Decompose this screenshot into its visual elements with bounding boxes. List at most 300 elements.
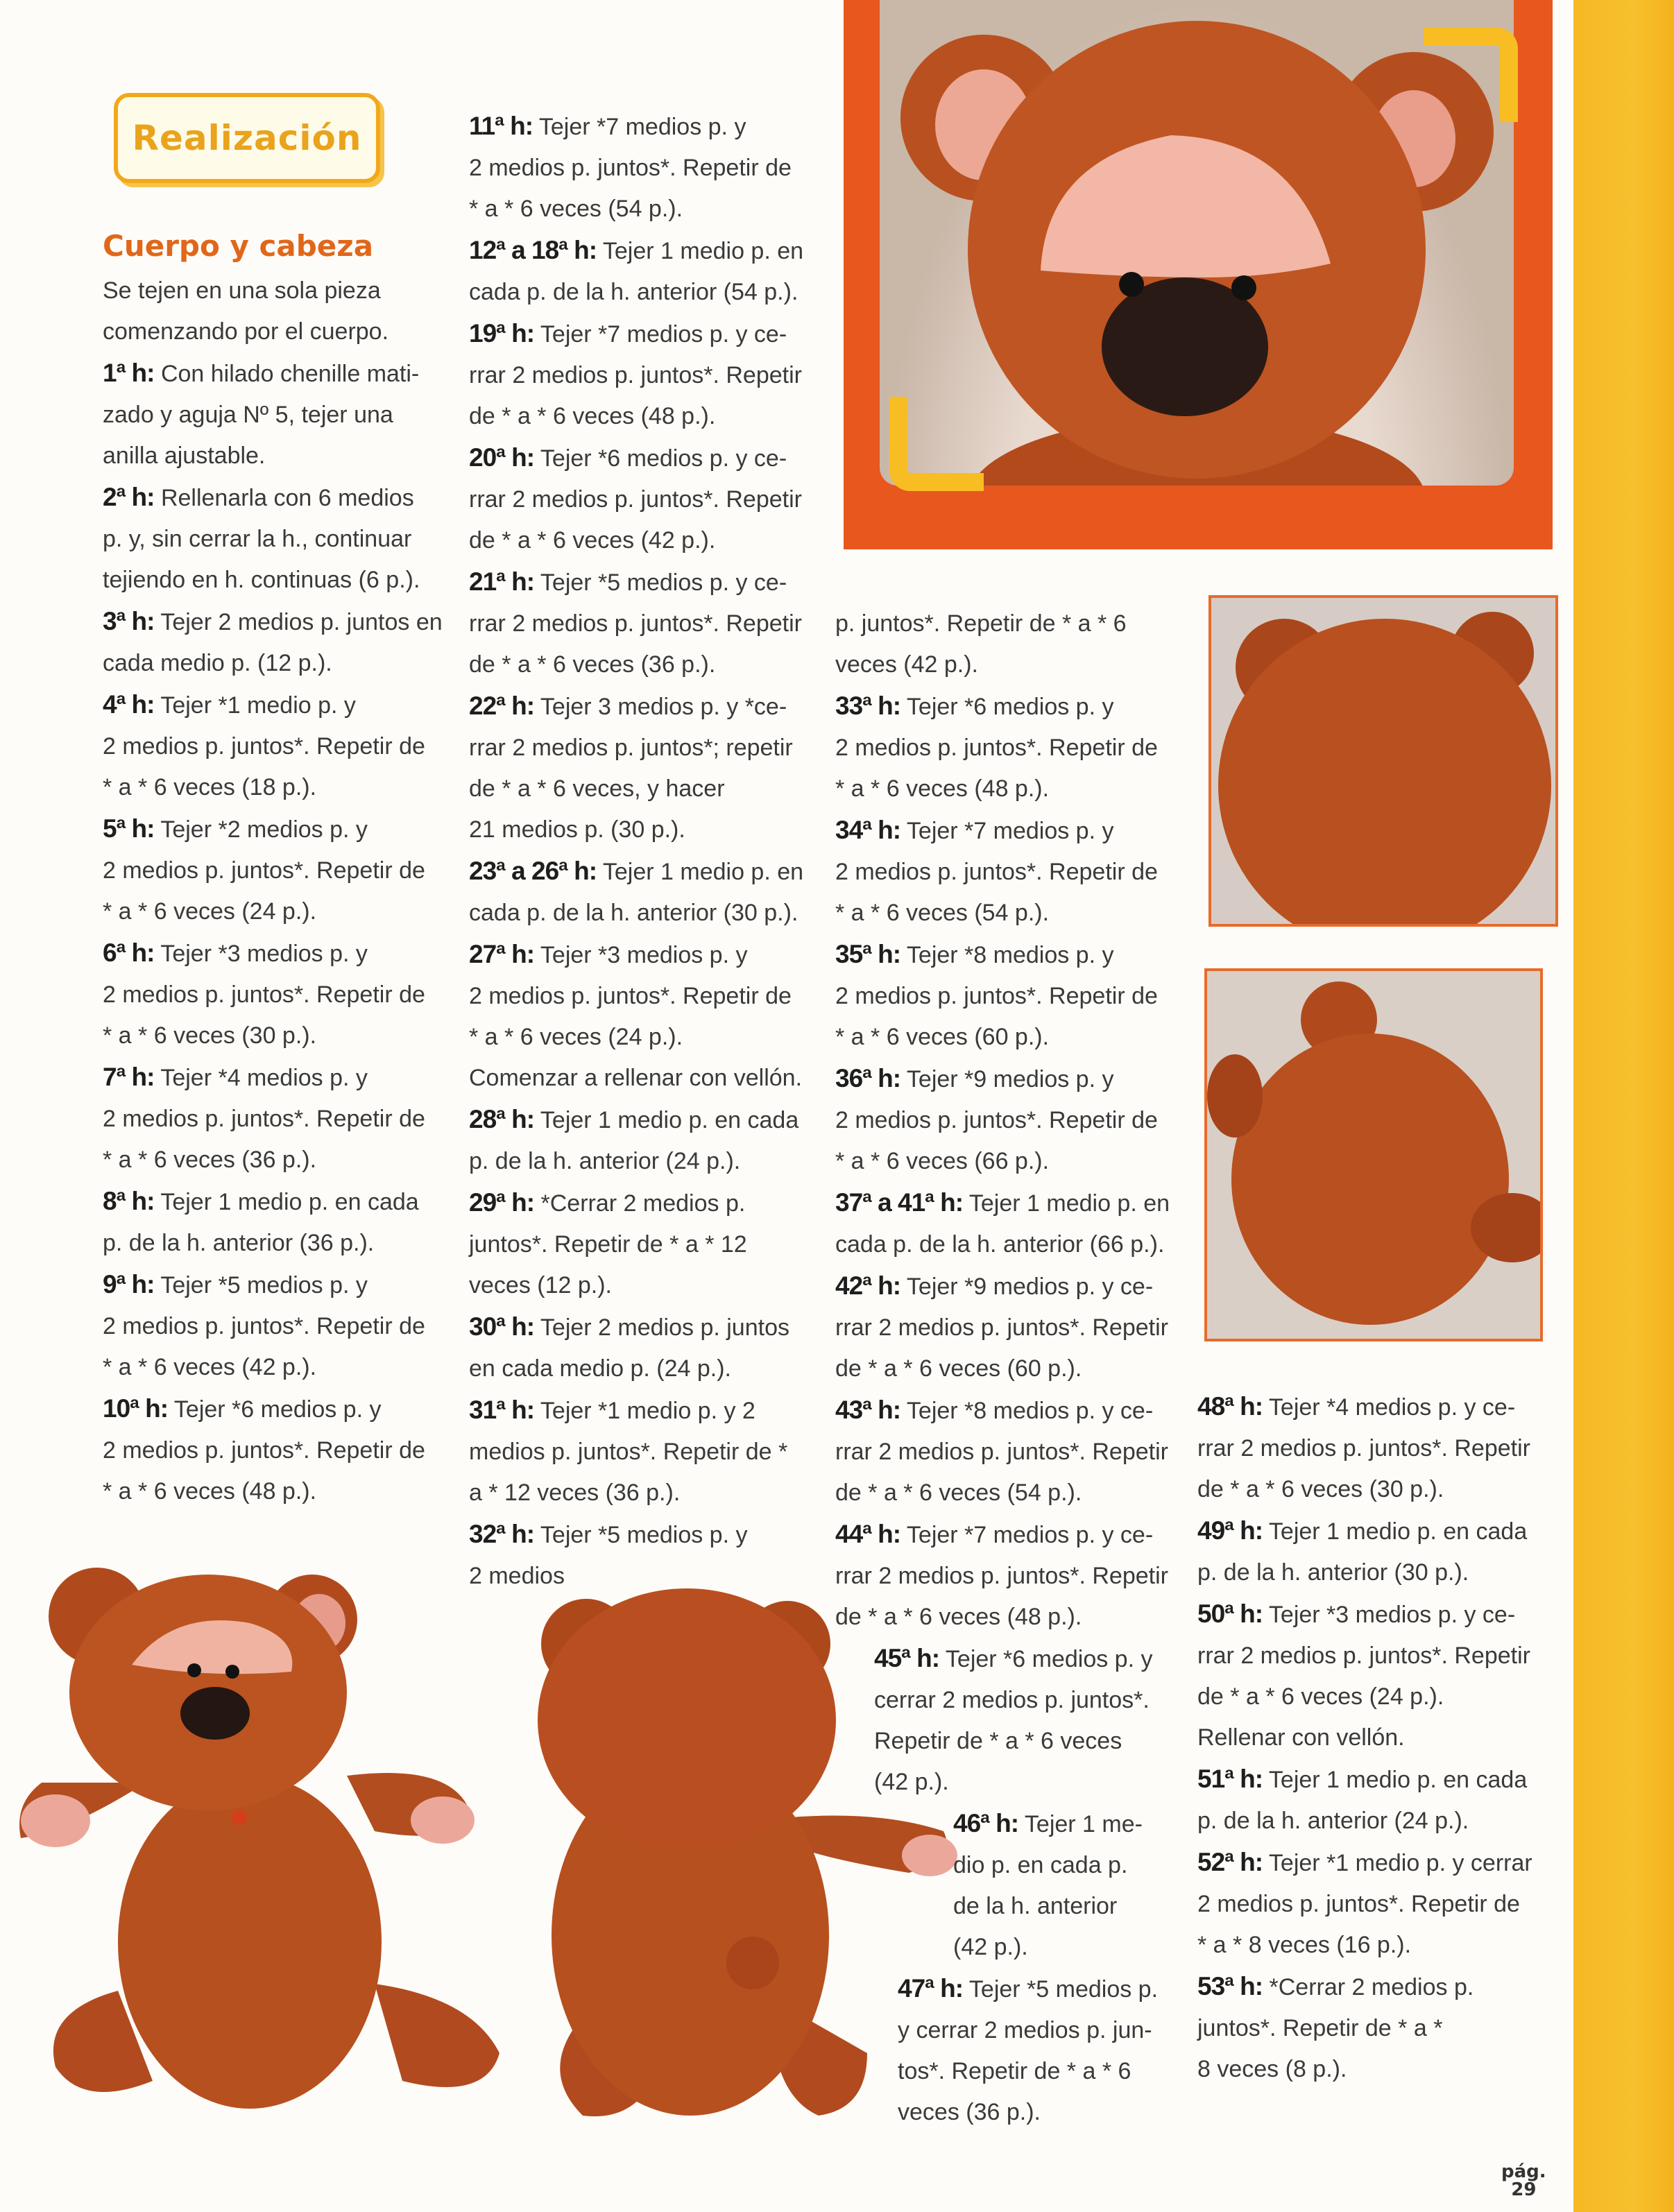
corner-accent-top-right	[1424, 28, 1518, 122]
row-label: 27ª h:	[469, 940, 535, 968]
row-label: 6ª h:	[103, 938, 155, 967]
column-3	[835, 603, 1170, 2133]
row-text: p. de la h. anterior (36 p.).	[103, 1230, 375, 1256]
instruction-line	[469, 809, 803, 850]
instruction-line	[103, 477, 443, 519]
row-text: Repetir de * a * 6 veces	[874, 1728, 1122, 1754]
page-label: pág.	[1501, 2161, 1546, 2182]
row-text: zado y aguja Nº 5, tejer una	[103, 402, 393, 428]
instruction-line	[1197, 1636, 1532, 1677]
row-text: dio p. en cada p.	[953, 1852, 1128, 1878]
row-text: Tejer 1 medio p. en	[602, 238, 804, 264]
row-label: 3ª h:	[103, 607, 155, 635]
instruction-line	[103, 436, 443, 477]
row-text: * a * 6 veces (48 p.).	[835, 775, 1050, 802]
instruction-line	[835, 1224, 1170, 1265]
row-text: * a * 6 veces (48 p.).	[103, 1478, 317, 1504]
row-text: de * a * 6 veces (48 p.).	[835, 1604, 1082, 1630]
row-label: 49ª h:	[1197, 1516, 1263, 1545]
row-text: Tejer *7 medios p. y ce-	[906, 1522, 1154, 1548]
instruction-line	[103, 726, 443, 767]
instruction-line	[469, 1306, 803, 1348]
row-text: Tejer *8 medios p. y	[906, 942, 1114, 968]
instruction-line	[103, 1181, 443, 1223]
instruction-line	[835, 1762, 1170, 1803]
row-text: (42 p.).	[953, 1934, 1028, 1960]
row-text: cada medio p. (12 p.).	[103, 650, 332, 676]
instruction-line	[1197, 1717, 1532, 1758]
instruction-line	[103, 1430, 443, 1471]
row-text: * a * 6 veces (54 p.).	[469, 196, 683, 222]
row-text: * a * 6 veces (24 p.).	[103, 898, 317, 925]
instruction-line	[835, 1597, 1170, 1638]
instruction-line	[103, 932, 443, 975]
row-text: 8 veces (8 p.).	[1197, 2056, 1347, 2082]
instruction-line	[103, 311, 443, 352]
row-text: Rellenarla con 6 medios	[160, 485, 414, 511]
instruction-line	[835, 1886, 1170, 1927]
instruction-line	[103, 271, 443, 311]
corner-accent-bottom-left	[889, 397, 984, 491]
instruction-line	[469, 1348, 803, 1389]
instruction-line	[835, 1432, 1170, 1473]
bear-head-back-photo	[1208, 595, 1558, 927]
row-label: 34ª h:	[835, 816, 901, 844]
instruction-line	[469, 1224, 803, 1265]
row-label: 22ª h:	[469, 692, 535, 720]
instruction-line	[835, 685, 1170, 728]
row-label: 48ª h:	[1197, 1392, 1263, 1421]
row-text: 2 medios p. juntos*. Repetir de	[103, 733, 425, 760]
row-text: Tejer *3 medios p. y	[540, 942, 748, 968]
row-text: 2 medios p. juntos*. Repetir de	[835, 859, 1158, 885]
row-text: de * a * 6 veces (30 p.).	[1197, 1476, 1444, 1502]
instruction-line	[1197, 2049, 1532, 2090]
row-text: * a * 6 veces (30 p.).	[103, 1022, 317, 1049]
row-text: Tejer *9 medios p. y	[906, 1066, 1114, 1092]
instruction-line	[1197, 1758, 1532, 1801]
instruction-line	[1197, 1386, 1532, 1428]
row-text: en cada medio p. (24 p.).	[469, 1355, 732, 1382]
bear-front-illustration	[14, 1554, 513, 2123]
column-4	[1197, 1386, 1532, 2090]
row-text: de * a * 6 veces, y hacer	[469, 775, 725, 802]
row-text: * a * 6 veces (66 p.).	[835, 1148, 1050, 1174]
row-text: p. de la h. anterior (24 p.).	[1197, 1808, 1469, 1834]
instruction-line	[835, 1638, 1170, 1680]
instruction-line	[469, 1099, 803, 1141]
instruction-line	[1197, 1925, 1532, 1966]
row-label: 7ª h:	[103, 1063, 155, 1091]
instruction-line	[835, 1514, 1170, 1556]
row-text: Tejer *6 medios p. y	[945, 1646, 1153, 1672]
row-text: 2 medios p. juntos*. Repetir de	[103, 1106, 425, 1132]
row-text: rrar 2 medios p. juntos*. Repetir	[469, 362, 802, 388]
instruction-line	[469, 1017, 803, 1058]
instruction-line	[103, 684, 443, 726]
row-text: p. de la h. anterior (30 p.).	[1197, 1559, 1469, 1586]
instruction-line	[103, 560, 443, 601]
row-text: y cerrar 2 medios p. jun-	[898, 2017, 1152, 2043]
row-text: 21 medios p. (30 p.).	[469, 816, 685, 843]
instruction-line	[835, 769, 1170, 809]
instruction-line	[835, 893, 1170, 934]
row-text: Rellenar con vellón.	[1197, 1724, 1405, 1751]
row-label: 43ª h:	[835, 1396, 901, 1424]
instruction-line	[1197, 1552, 1532, 1593]
row-text: p. y, sin cerrar la h., continuar	[103, 526, 412, 552]
row-text: veces (12 p.).	[469, 1272, 612, 1298]
row-text: Tejer *3 medios p. y ce-	[1268, 1602, 1516, 1628]
instruction-line	[469, 934, 803, 976]
instruction-line	[469, 644, 803, 685]
instruction-line	[469, 148, 803, 189]
instruction-line	[835, 1308, 1170, 1348]
row-text: de * a * 6 veces (42 p.).	[469, 527, 716, 554]
page-number	[1501, 2163, 1546, 2199]
row-text: a * 12 veces (36 p.).	[469, 1480, 681, 1506]
row-label: 1ª h:	[103, 359, 155, 387]
row-text: 2 medios p. juntos*. Repetir de	[835, 1107, 1158, 1133]
instruction-line	[469, 1389, 803, 1432]
instruction-line	[1197, 2008, 1532, 2049]
instruction-line	[103, 1056, 443, 1099]
row-text: rrar 2 medios p. juntos*. Repetir	[835, 1314, 1168, 1341]
row-text: rrar 2 medios p. juntos*. Repetir	[835, 1439, 1168, 1465]
instruction-line	[835, 852, 1170, 893]
instruction-line	[835, 1100, 1170, 1141]
instruction-line	[835, 1182, 1170, 1224]
bear-body-back-photo	[1204, 968, 1543, 1341]
instruction-line	[103, 1015, 443, 1056]
row-text: veces (42 p.).	[835, 651, 978, 678]
row-text: rrar 2 medios p. juntos*. Repetir	[1197, 1435, 1530, 1461]
instruction-line	[103, 601, 443, 643]
section-title: Cuerpo y cabeza	[103, 229, 374, 263]
row-text: Tejer 2 medios p. juntos	[540, 1314, 789, 1341]
section-badge	[114, 93, 380, 183]
instruction-line	[103, 1223, 443, 1264]
row-text: Tejer *5 medios p. y	[160, 1272, 368, 1298]
instructions-column-1	[103, 271, 443, 1512]
row-label: 53ª h:	[1197, 1972, 1263, 2000]
row-text: de * a * 6 veces (60 p.).	[835, 1355, 1082, 1382]
row-label: 46ª h:	[953, 1809, 1019, 1837]
row-text: juntos*. Repetir de * a * 12	[469, 1231, 747, 1258]
row-text: p. de la h. anterior (24 p.).	[469, 1148, 741, 1174]
instruction-line	[103, 395, 443, 436]
row-text: *Cerrar 2 medios p.	[1269, 1974, 1474, 2000]
instruction-line	[835, 644, 1170, 685]
instruction-line	[469, 1556, 803, 1597]
instruction-line	[1197, 1469, 1532, 1510]
row-text: tejiendo en h. continuas (6 p.).	[103, 567, 420, 593]
row-text: veces (36 p.).	[898, 2099, 1041, 2125]
instruction-line	[103, 643, 443, 684]
row-text: Tejer 1 medio p. en	[968, 1190, 1170, 1217]
row-text: 2 medios p. juntos*. Repetir de	[1197, 1891, 1520, 1917]
instruction-line	[469, 1432, 803, 1473]
instruction-line	[835, 1265, 1170, 1308]
instruction-line	[835, 1348, 1170, 1389]
row-label: 4ª h:	[103, 690, 155, 719]
row-label: 52ª h:	[1197, 1848, 1263, 1876]
instruction-line	[469, 520, 803, 561]
row-text: anilla ajustable.	[103, 443, 266, 469]
instruction-line	[835, 1017, 1170, 1058]
row-label: 19ª h:	[469, 319, 535, 348]
instruction-line	[1197, 1510, 1532, 1552]
instruction-line	[469, 1265, 803, 1306]
row-text: Tejer *5 medios p. y	[540, 1522, 748, 1548]
instruction-line	[103, 519, 443, 560]
row-label: 21ª h:	[469, 567, 535, 596]
row-text: 2 medios	[469, 1563, 565, 1589]
row-text: Tejer 1 medio p. en cada	[1268, 1518, 1528, 1545]
instruction-line	[469, 189, 803, 230]
instruction-line	[835, 2010, 1170, 2051]
row-label: 50ª h:	[1197, 1600, 1263, 1628]
instruction-line	[469, 1141, 803, 1182]
row-text: Tejer *6 medios p. y ce-	[540, 445, 787, 472]
instruction-line	[835, 603, 1170, 644]
row-label: 42ª h:	[835, 1271, 901, 1300]
instruction-line	[835, 976, 1170, 1017]
instruction-line	[835, 1968, 1170, 2010]
row-text: 2 medios p. juntos*. Repetir de	[103, 981, 425, 1008]
row-text: Tejer *2 medios p. y	[160, 816, 368, 843]
instructions-column-3	[835, 603, 1170, 2133]
row-text: de * a * 6 veces (54 p.).	[835, 1480, 1082, 1506]
row-label: 47ª h:	[898, 1974, 964, 2003]
row-text: Tejer 2 medios p. juntos en	[160, 609, 443, 635]
row-text: cada p. de la h. anterior (30 p.).	[469, 900, 798, 926]
row-text: comenzando por el cuerpo.	[103, 318, 389, 345]
instruction-line	[103, 767, 443, 808]
instruction-line	[469, 313, 803, 355]
row-text: de la h. anterior	[953, 1893, 1118, 1919]
instruction-line	[835, 1721, 1170, 1762]
instruction-line	[469, 1473, 803, 1514]
row-text: cada p. de la h. anterior (54 p.).	[469, 279, 798, 305]
instruction-line	[103, 1264, 443, 1306]
row-text: cerrar 2 medios p. juntos*.	[874, 1687, 1150, 1713]
column-2	[469, 105, 803, 1597]
row-text: Tejer *7 medios p. y ce-	[540, 321, 787, 348]
instruction-line	[835, 1141, 1170, 1182]
instruction-line	[103, 808, 443, 850]
instructions-column-2	[469, 105, 803, 1597]
instruction-line	[835, 1803, 1170, 1845]
page-num: 29	[1511, 2179, 1537, 2200]
row-text: Tejer *3 medios p. y	[160, 941, 368, 967]
instruction-line	[469, 396, 803, 437]
instruction-line	[835, 728, 1170, 769]
instruction-line	[469, 437, 803, 479]
row-text: de * a * 6 veces (48 p.).	[469, 403, 716, 429]
row-text: Tejer *7 medios p. y	[906, 818, 1114, 844]
instruction-line	[835, 1389, 1170, 1432]
row-text: 2 medios p. juntos*. Repetir de	[103, 1313, 425, 1339]
instruction-line	[103, 975, 443, 1015]
instruction-line	[835, 1845, 1170, 1886]
row-text: tos*. Repetir de * a * 6	[898, 2058, 1131, 2084]
row-text: *Cerrar 2 medios p.	[540, 1190, 746, 1217]
row-text: rrar 2 medios p. juntos*. Repetir	[469, 610, 802, 637]
row-text: juntos*. Repetir de * a *	[1197, 2015, 1443, 2041]
row-label: 29ª h:	[469, 1188, 535, 1217]
row-text: Tejer 3 medios p. y *ce-	[540, 694, 787, 720]
instruction-line	[835, 1927, 1170, 1968]
row-text: Se tejen en una sola pieza	[103, 277, 381, 304]
badge-label: Realización	[132, 118, 362, 158]
row-text: cada p. de la h. anterior (66 p.).	[835, 1231, 1165, 1258]
row-text: * a * 6 veces (24 p.).	[469, 1024, 683, 1050]
row-text: 2 medios p. juntos*. Repetir de	[103, 1437, 425, 1464]
row-label: 35ª h:	[835, 940, 901, 968]
instruction-line	[469, 728, 803, 769]
instruction-line	[469, 1182, 803, 1224]
instruction-line	[469, 1058, 803, 1099]
row-label: 20ª h:	[469, 443, 535, 472]
instruction-line	[469, 105, 803, 148]
instruction-line	[469, 272, 803, 313]
row-text: Tejer *9 medios p. y ce-	[906, 1274, 1154, 1300]
instruction-line	[469, 603, 803, 644]
row-text: * a * 6 veces (42 p.).	[103, 1354, 317, 1380]
instruction-line	[835, 1556, 1170, 1597]
row-text: de * a * 6 veces (36 p.).	[469, 651, 716, 678]
row-text: 2 medios p. juntos*. Repetir de	[469, 155, 792, 181]
column-1	[103, 222, 443, 1512]
instruction-line	[469, 976, 803, 1017]
row-text: Tejer *6 medios p. y	[173, 1396, 382, 1423]
instruction-line	[103, 1099, 443, 1140]
instruction-line	[1197, 1677, 1532, 1717]
row-label: 8ª h:	[103, 1187, 155, 1215]
row-text: de * a * 6 veces (24 p.).	[1197, 1683, 1444, 1710]
instruction-line	[103, 850, 443, 891]
row-text: Tejer *4 medios p. y	[160, 1065, 368, 1091]
row-text: Con hilado chenille mati-	[160, 361, 420, 387]
row-text: Tejer 1 medio p. en cada	[540, 1107, 799, 1133]
row-label: 23ª a 26ª h:	[469, 857, 597, 885]
row-text: Tejer *1 medio p. y	[160, 692, 356, 719]
instruction-line	[469, 850, 803, 893]
row-text: medios p. juntos*. Repetir de *	[469, 1439, 788, 1465]
row-text: 2 medios p. juntos*. Repetir de	[469, 983, 792, 1009]
row-text: * a * 6 veces (54 p.).	[835, 900, 1050, 926]
row-label: 37ª a 41ª h:	[835, 1188, 964, 1217]
row-text: * a * 6 veces (18 p.).	[103, 774, 317, 800]
row-text: Tejer 1 medio p. en	[602, 859, 804, 885]
instruction-line	[1197, 1966, 1532, 2008]
row-text: rrar 2 medios p. juntos*. Repetir	[469, 486, 802, 513]
row-label: 5ª h:	[103, 814, 155, 843]
row-label: 31ª h:	[469, 1396, 535, 1424]
row-text: Tejer 1 medio p. en cada	[1268, 1767, 1528, 1793]
row-label: 33ª h:	[835, 692, 901, 720]
instruction-line	[835, 1058, 1170, 1100]
instruction-line	[103, 1140, 443, 1181]
row-text: Tejer *1 medio p. y 2	[540, 1398, 755, 1424]
row-text: 2 medios p. juntos*. Repetir de	[835, 735, 1158, 761]
row-text: 2 medios p. juntos*. Repetir de	[103, 857, 425, 884]
instruction-line	[835, 1473, 1170, 1514]
instruction-line	[1197, 1593, 1532, 1636]
instruction-line	[103, 352, 443, 395]
instruction-line	[469, 893, 803, 934]
instruction-line	[469, 685, 803, 728]
row-text: * a * 6 veces (60 p.).	[835, 1024, 1050, 1050]
row-text: Tejer *6 medios p. y	[906, 694, 1114, 720]
row-text: Comenzar a rellenar con vellón.	[469, 1065, 803, 1091]
instruction-line	[469, 769, 803, 809]
row-label: 28ª h:	[469, 1105, 535, 1133]
instruction-line	[835, 2051, 1170, 2092]
instructions-column-4	[1197, 1386, 1532, 2090]
row-label: 10ª h:	[103, 1394, 169, 1423]
instruction-line	[835, 934, 1170, 976]
row-label: 2ª h:	[103, 483, 155, 511]
row-text: Tejer *8 medios p. y ce-	[906, 1398, 1154, 1424]
row-label: 36ª h:	[835, 1064, 901, 1092]
row-label: 45ª h:	[874, 1644, 940, 1672]
instruction-line	[469, 479, 803, 520]
row-label: 51ª h:	[1197, 1765, 1263, 1793]
row-text: 2 medios p. juntos*. Repetir de	[835, 983, 1158, 1009]
yellow-side-stripe	[1573, 0, 1674, 2212]
row-text: Tejer 1 medio p. en cada	[160, 1189, 419, 1215]
instruction-line	[1197, 1884, 1532, 1925]
row-text: Tejer *5 medios p.	[968, 1976, 1159, 2003]
instruction-line	[835, 1680, 1170, 1721]
row-text: Tejer 1 me-	[1024, 1811, 1143, 1837]
row-text: rrar 2 medios p. juntos*. Repetir	[835, 1563, 1168, 1589]
row-text: rrar 2 medios p. juntos*; repetir	[469, 735, 793, 761]
row-label: 12ª a 18ª h:	[469, 236, 597, 264]
instruction-line	[835, 809, 1170, 852]
instruction-line	[103, 1306, 443, 1347]
instruction-line	[103, 1347, 443, 1388]
row-label: 32ª h:	[469, 1520, 535, 1548]
row-text: * a * 8 veces (16 p.).	[1197, 1932, 1412, 1958]
instruction-line	[103, 1471, 443, 1512]
row-label: 9ª h:	[103, 1270, 155, 1298]
row-label: 11ª h:	[469, 112, 533, 140]
row-text: * a * 6 veces (36 p.).	[103, 1147, 317, 1173]
row-label: 30ª h:	[469, 1312, 535, 1341]
instruction-line	[469, 561, 803, 603]
row-text: (42 p.).	[874, 1769, 949, 1795]
instruction-line	[1197, 1801, 1532, 1842]
instruction-line	[1197, 1428, 1532, 1469]
instruction-line	[469, 1514, 803, 1556]
row-text: Tejer *1 medio p. y cerrar	[1268, 1850, 1532, 1876]
row-label: 44ª h:	[835, 1520, 901, 1548]
row-text: p. juntos*. Repetir de * a * 6	[835, 610, 1127, 637]
instruction-line	[103, 1388, 443, 1430]
row-text: Tejer *4 medios p. y ce-	[1268, 1394, 1516, 1421]
row-text: rrar 2 medios p. juntos*. Repetir	[1197, 1643, 1530, 1669]
instruction-line	[103, 891, 443, 932]
row-text: Tejer *7 medios p. y	[538, 114, 746, 140]
instruction-line	[469, 355, 803, 396]
instruction-line	[835, 2092, 1170, 2133]
instruction-line	[1197, 1842, 1532, 1884]
instruction-line	[469, 230, 803, 272]
row-text: Tejer *5 medios p. y ce-	[540, 569, 787, 596]
